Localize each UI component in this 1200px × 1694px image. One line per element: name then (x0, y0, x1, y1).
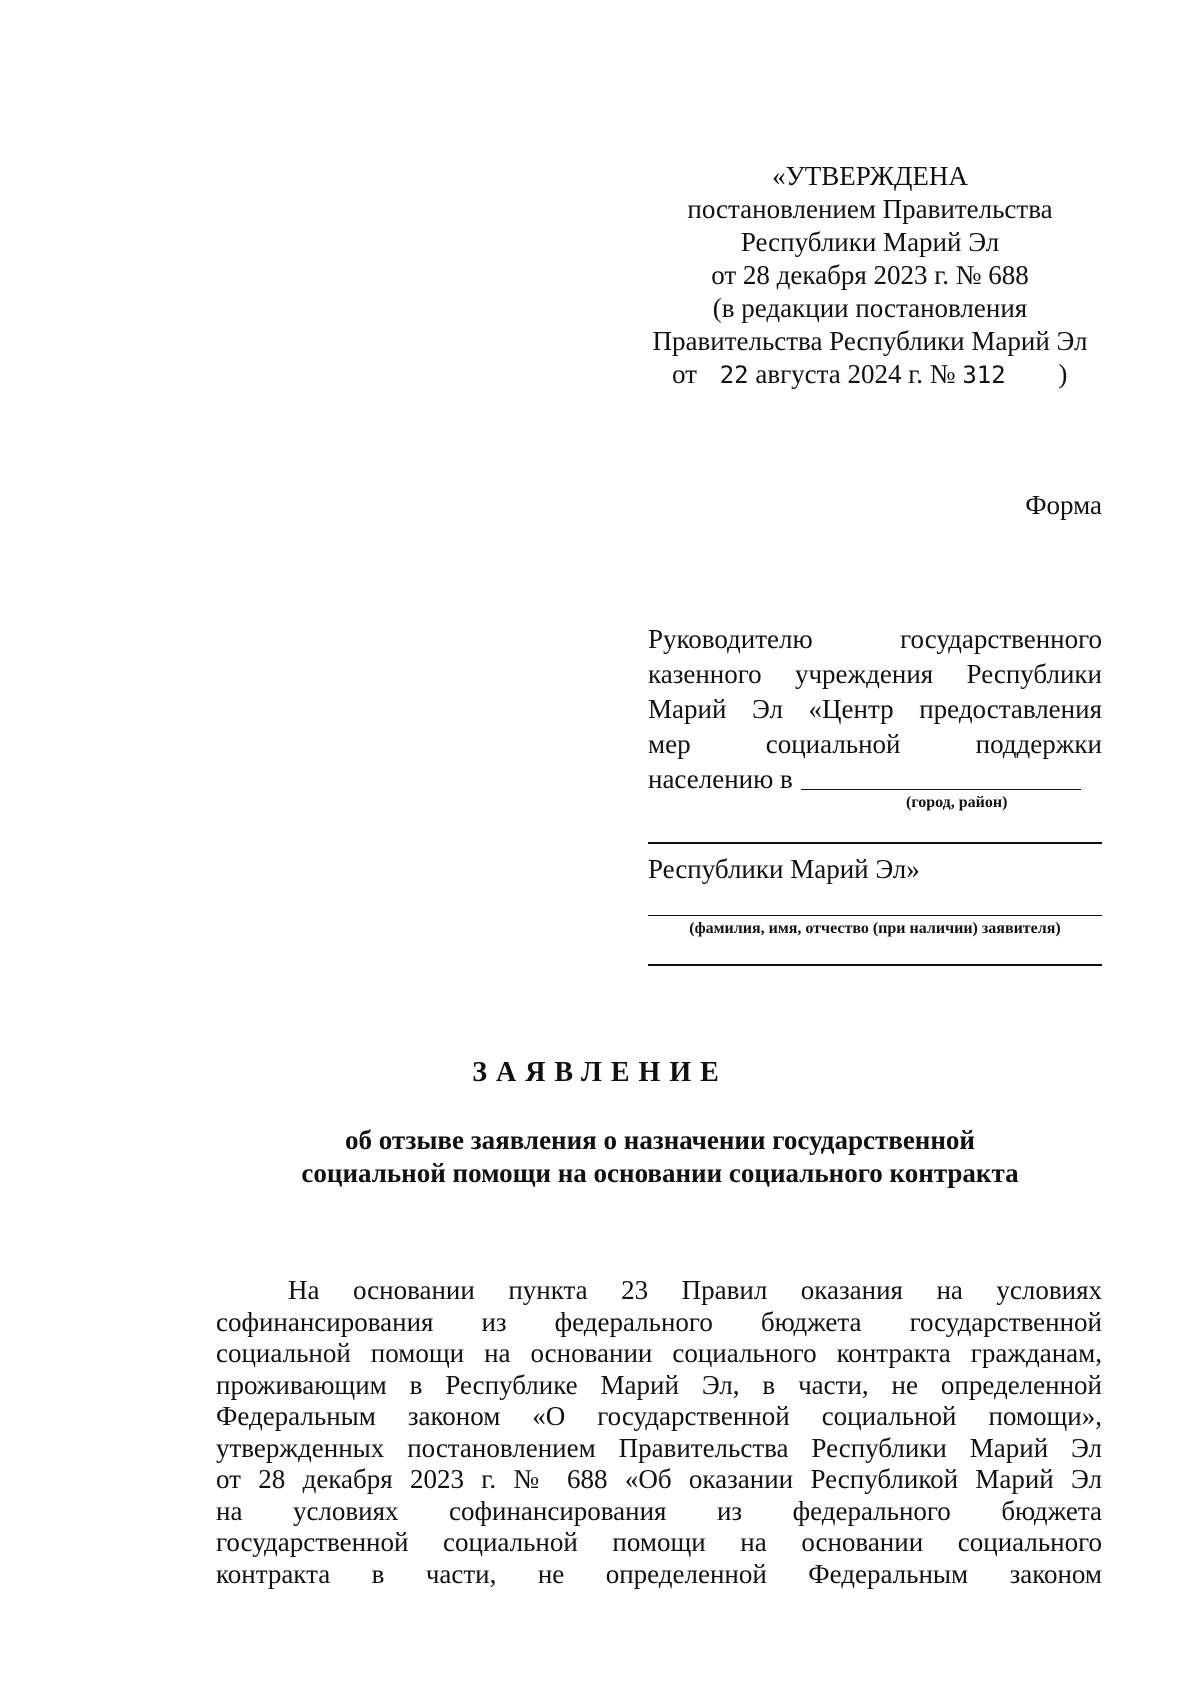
approval-line-1: «УТВЕРЖДЕНА (772, 161, 968, 191)
city-continuation-blank-field[interactable] (648, 842, 1102, 844)
body-line: проживающим в Республике Марий Эл, в части, не определенной (216, 1369, 1102, 1400)
body-line: утвержденных постановлением Правительства Республики Марий Эл (216, 1432, 1102, 1463)
addressee-line-2: казенного учреждения Республики (648, 659, 1102, 689)
approval-line-3: Республики Марий Эл (740, 227, 1000, 257)
addressee-city-row (648, 762, 1102, 797)
addressee-line-1: Руководителю государственного (648, 624, 1102, 654)
subtitle-line-1: об отзыве заявления о назначении государственной (345, 1125, 975, 1155)
body-line: Федеральным законом «О государственной социальной помощи», (216, 1401, 1102, 1431)
addressee-line-3: Марий Эл «Центр предоставления (648, 694, 1102, 724)
body-paragraph (216, 1275, 1102, 1590)
addressee-block (648, 622, 1102, 966)
applicant-name-blank-field[interactable] (648, 915, 1102, 917)
city-blank-field[interactable] (801, 763, 1081, 790)
body-line: софинансирования из федерального бюджета государственной (216, 1306, 1102, 1337)
subtitle-line-2: социальной помощи на основании социального контракта (301, 1158, 1019, 1188)
approval-stamp-block (630, 160, 1110, 392)
addressee-line-6: Республики Марий Эл» (648, 853, 920, 884)
approval-date-prefix: от (672, 359, 697, 389)
body-line: от 28 декабря 2023 г. № 688 «Об оказании Республикой Марий Эл (216, 1464, 1102, 1494)
approval-line-4: от 28 декабря 2023 г. № 688 (711, 260, 1029, 290)
form-label: Форма (1025, 490, 1102, 520)
document-title: ЗАЯВЛЕНИЕ (472, 1057, 728, 1088)
document-subtitle (200, 1124, 1120, 1190)
approval-date-close: ) (1058, 359, 1068, 389)
approval-date-month: августа 2024 г. № (755, 359, 956, 389)
approval-date-day: 22 (719, 361, 749, 389)
approval-date-number: 312 (962, 361, 1006, 389)
applicant-name-hint: (фамилия, имя, отчество (при наличии) заявителя) (689, 920, 1061, 937)
body-line: социальной помощи на основании социального контракта гражданам, (216, 1338, 1102, 1368)
applicant-extra-blank-field[interactable] (648, 964, 1102, 966)
body-line: на условиях софинансирования из федерального бюджета (216, 1495, 1102, 1526)
addressee-line-4: мер социальной поддержки (648, 729, 1102, 759)
approval-date-line (630, 358, 1110, 392)
body-line: государственной социальной помощи на основании социального (216, 1527, 1102, 1557)
city-hint: (город, район) (906, 794, 1008, 811)
body-line: контракта в части, не определенной Федеральным законом (216, 1558, 1102, 1589)
approval-line-6: Правительства Республики Марий Эл (652, 326, 1088, 356)
addressee-line-5: населению в (648, 764, 793, 794)
body-line: На основании пункта 23 Правил оказания на условиях (288, 1275, 1102, 1305)
approval-line-2: постановлением Правительства (687, 194, 1053, 224)
approval-line-5: (в редакции постановления (712, 293, 1028, 323)
